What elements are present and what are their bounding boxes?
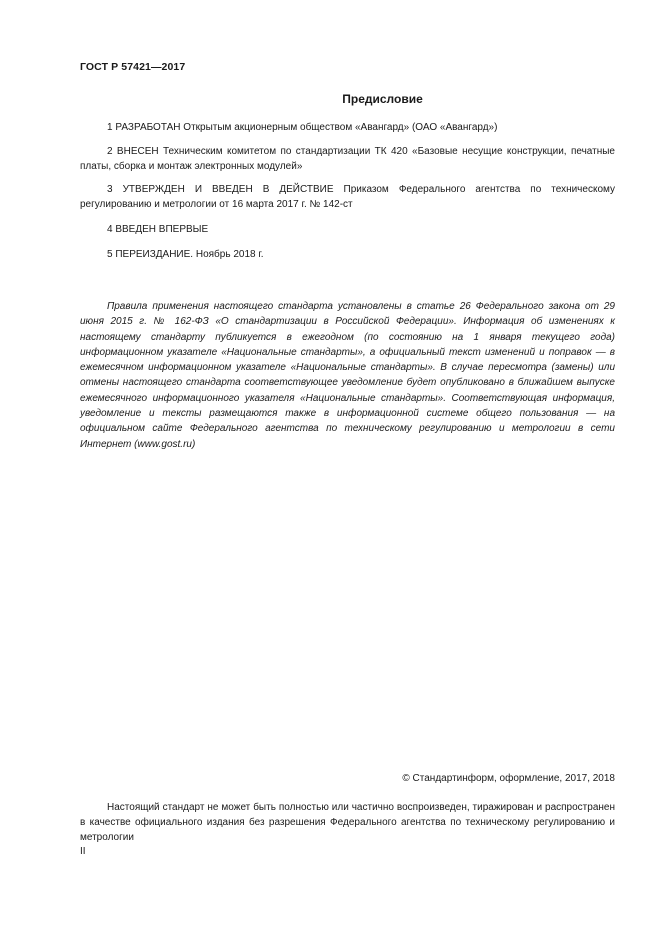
- foreword-item-2: 2 ВНЕСЕН Техническим комитетом по стандартизации ТК 420 «Базовые несущие конструкции, печатные платы, сборка и монтаж электронных модулей»: [80, 146, 615, 172]
- copyright-line: © Стандартинформ, оформление, 2017, 2018: [402, 773, 615, 784]
- foreword-item-4: 4 ВВЕДЕН ВПЕРВЫЕ: [107, 224, 209, 235]
- document-code: ГОСТ Р 57421—2017: [80, 61, 186, 73]
- page-number: II: [80, 846, 86, 857]
- foreword-item-1: 1 РАЗРАБОТАН Открытым акционерным обществом «Авангард» (ОАО «Авангард»): [107, 122, 498, 133]
- foreword-item-5: 5 ПЕРЕИЗДАНИЕ. Ноябрь 2018 г.: [107, 249, 264, 260]
- application-rules-notice: Правила применения настоящего стандарта установлены в статье 26 Федерального закона от 29 июня 2015 г. № 162-ФЗ «О стандартизации в Российской Федерации». Информация об изменениях к настоящему стандарту публикуется в ежегодном (по состоянию на 1 января текущего года) информационном указателе «Национальные стандарты», а официальный текст изменений и поправок — в ежемесячном информационном указателе «Национальные стандарты». В случае пересмотра (замены) или отмены настоящего стандарта соответствующее уведомление будет опубликовано в ближайшем выпуске ежемесячного информационного указателя «Национальные стандарты». Соответствующая информация, уведомление и тексты размещаются также в информационной системе общего пользования — на официальном сайте Федерального агентства по техническому регулированию и метрологии в сети Интернет (www.gost.ru): [80, 301, 615, 450]
- section-title: [80, 92, 615, 106]
- reproduction-restriction: Настоящий стандарт не может быть полностью или частично воспроизведен, тиражирован и распространен в качестве официального издания без разрешения Федерального агентства по техническому регулированию и метрологии: [80, 802, 615, 843]
- section-title-text: Предисловие: [342, 92, 423, 106]
- foreword-item-3: 3 УТВЕРЖДЕН И ВВЕДЕН В ДЕЙСТВИЕ Приказом Федерального агентства по техническому регулированию и метрологии от 16 марта 2017 г. № 142-ст: [80, 184, 615, 210]
